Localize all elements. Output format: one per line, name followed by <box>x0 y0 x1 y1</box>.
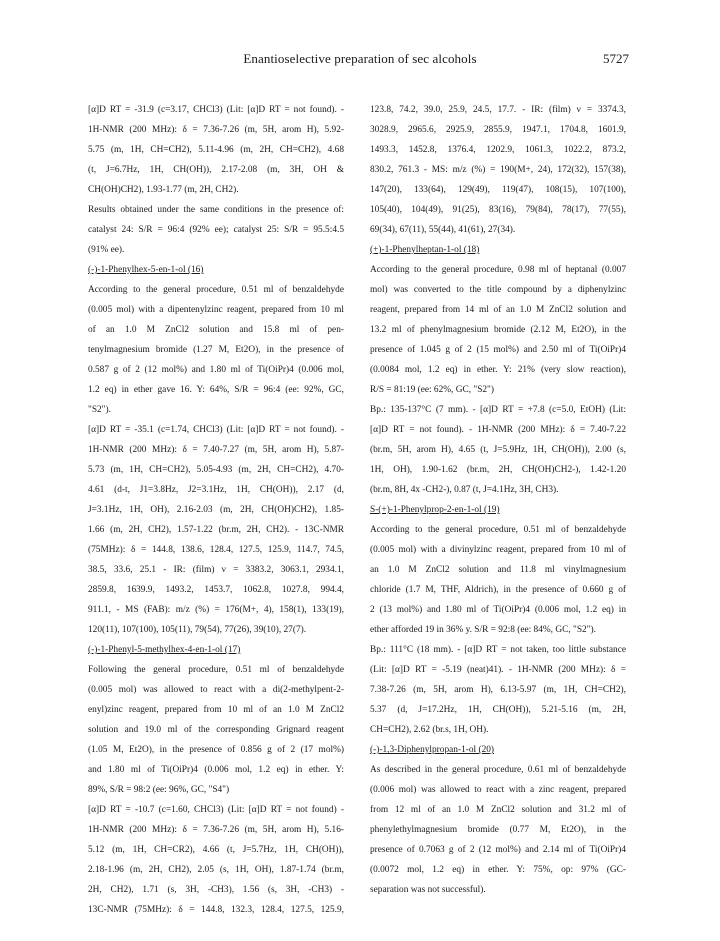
text-line: 147(20), 133(64), 129(49), 119(47), 108(15), 107(100), <box>370 185 626 195</box>
text-line: reagent, prepared from 14 ml of an 1.0 M ZnCl2 solution and <box>370 305 626 315</box>
text-line: Results obtained under the same conditions in the presence of: <box>88 205 344 215</box>
text-line: According to the general procedure, 0.51 ml of benzaldehyde <box>88 285 344 295</box>
text-line: 1H-NMR (200 MHz): δ = 7.36-7.26 (m, 5H, arom H), 5.92- <box>88 125 344 135</box>
text-line: (91% ee). <box>88 245 125 255</box>
compound-heading: (-)-1-Phenylhex-5-en-1-ol (16) <box>88 265 204 275</box>
text-line: separation was not successful). <box>370 885 486 895</box>
text-line: 3028.9, 2965.6, 2925.9, 2855.9, 1947.1, 1704.8, 1601.9, <box>370 125 626 135</box>
text-line: (0.006 mol) was allowed to react with a zinc reagent, prepared <box>370 785 626 795</box>
text-line: chloride (1.7 M, THF, Aldrich), in the presence of 0.660 g of <box>370 585 626 595</box>
text-line: solution and 19.0 ml of the corresponding Grignard reagent <box>88 725 344 735</box>
text-line: CH=CH2), 2.62 (br.s, 1H, OH). <box>370 725 489 735</box>
text-line: 120(11), 107(100), 105(11), 79(54), 77(26), 39(10), 27(7). <box>88 625 307 635</box>
text-line: 1H-NMR (200 MHz): δ = 7.36-7.26 (m, 5H, arom H), 5.16- <box>88 825 344 835</box>
text-line: 2 (13 mol%) and 1.80 ml of Ti(OiPr)4 (0.006 mol, 1.2 eq) in <box>370 605 626 615</box>
text-line: 2.18-1.96 (m, 2H, CH2), 2.05 (s, 1H, OH), 1.87-1.74 (br.m, <box>88 865 344 875</box>
text-line: 69(34), 67(11), 55(44), 41(61), 27(34). <box>370 225 516 235</box>
text-line: 830.2, 761.3 - MS: m/z (%) = 190(M+, 24), 172(32), 157(38), <box>370 165 626 175</box>
text-line: CH(OH)CH2), 1.93-1.77 (m, 2H, CH2). <box>88 185 239 195</box>
text-line: (0.005 mol) with a dipentenylzinc reagent, prepared from 10 ml <box>88 305 344 315</box>
text-line: (1.05 M, Et2O), in the presence of 0.856 g of 2 (17 mol%) <box>88 745 344 755</box>
text-line: 5.12 (m, 1H, CH=CR2), 4.66 (t, J=5.7Hz, 1H, CH(OH)), <box>88 845 344 855</box>
text-line: 89%, S/R = 98:2 (ee: 96%, GC, "S4") <box>88 785 230 795</box>
compound-heading: S-(+)-1-Phenylprop-2-en-1-ol (19) <box>370 505 500 515</box>
text-line: 1.66 (m, 2H, CH2), 1.57-1.22 (br.m, 2H, CH2). - 13C-NMR <box>88 525 344 535</box>
text-line: 1493.3, 1452.8, 1376.4, 1202.9, 1061.3, 1022.2, 873.2, <box>370 145 626 155</box>
text-line: As described in the general procedure, 0.61 ml of benzaldehyde <box>370 765 626 775</box>
text-line: (75MHz): δ = 144.8, 138.6, 128.4, 127.5, 125.9, 114.7, 74.5, <box>88 545 344 555</box>
text-line: from 12 ml of an 1.0 M ZnCl2 solution and 31.2 ml of <box>370 805 626 815</box>
text-line: (0.005 mol) was allowed to react with a di(2-methylpent-2- <box>88 685 344 695</box>
compound-heading: (+)-1-Phenylheptan-1-ol (18) <box>370 245 480 255</box>
text-line: According to the general procedure, 0.51 ml of benzaldehyde <box>370 525 626 535</box>
compound-heading: (-)-1-Phenyl-5-methylhex-4-en-1-ol (17) <box>88 645 241 655</box>
text-line: 0.587 g of 2 (12 mol%) and 1.80 ml of Ti(OiPr)4 (0.006 mol, <box>88 365 344 375</box>
text-line: According to the general procedure, 0.98 ml of heptanal (0.007 <box>370 265 626 275</box>
text-line: tenylmagnesium bromide (1.27 M, Et2O), in the presence of <box>88 345 344 355</box>
text-line: 4.61 (d-t, J1=3.8Hz, J2=3.1Hz, 1H, CH(OH)), 2.17 (d, <box>88 485 344 495</box>
left-text-column <box>88 100 344 920</box>
text-line: 5.73 (m, 1H, CH=CH2), 5.05-4.93 (m, 2H, CH=CH2), 4.70- <box>88 465 344 475</box>
text-line: (Lit: [α]D RT = -5.19 (neat)41). - 1H-NMR (200 MHz): δ = <box>370 665 626 675</box>
text-line: ether afforded 19 in 36% y. S/R = 92:8 (ee: 84%, GC, "S2"). <box>370 625 596 635</box>
text-line: 1H, OH), 1.90-1.62 (br.m, 2H, CH(OH)CH2-), 1.42-1.20 <box>370 465 626 475</box>
text-line: 2859.8, 1639.9, 1493.2, 1453.7, 1062.8, 1027.8, 994.4, <box>88 585 344 595</box>
text-line: presence of 0.7063 g of 2 (12 mol%) and 2.14 ml of Ti(OiPr)4 <box>370 845 626 855</box>
text-line: (0.005 mol) with a divinylzinc reagent, prepared from 10 ml of <box>370 545 626 555</box>
text-line: an 1.0 M ZnCl2 solution and 11.8 ml vinylmagnesium <box>370 565 626 575</box>
text-line: J=3.1Hz, 1H, OH), 2.16-2.03 (m, 2H, CH(OH)CH2), 1.85- <box>88 505 344 515</box>
text-line: [α]D RT = not found). - 1H-NMR (200 MHz): δ = 7.40-7.22 <box>370 425 626 435</box>
text-line: (0.0072 mol, 1.2 eq) in ether. Y: 75%, op: 97% (GC- <box>370 865 626 875</box>
text-line: 7.38-7.26 (m, 5H, arom H), 6.13-5.97 (m, 1H, CH=CH2), <box>370 685 626 695</box>
text-line: phenylethylmagnesium bromide (0.77 M, Et2O), in the <box>370 825 626 835</box>
text-line: (br.m, 8H, 4x -CH2-), 0.87 (t, J=4.1Hz, 3H, CH3). <box>370 485 559 495</box>
text-line: 1.2 eq) in ether gave 16. Y: 64%, S/R = 96:4 (ee: 92%, GC, <box>88 385 344 395</box>
text-line: 105(40), 104(49), 91(25), 83(16), 79(84), 78(17), 77(55), <box>370 205 626 215</box>
text-line: 1H-NMR (200 MHz): δ = 7.40-7.27 (m, 5H, arom H), 5.87- <box>88 445 344 455</box>
text-line: (0.0084 mol, 1.2 eq) in ether. Y: 21% (very slow reaction), <box>370 365 626 375</box>
text-line: 2H, CH2), 1.71 (s, 3H, -CH3), 1.56 (s, 3H, -CH3) - <box>88 885 344 895</box>
text-line: of an 1.0 M ZnCl2 solution and 15.8 ml of pen- <box>88 325 344 335</box>
text-line: 123.8, 74.2, 39.0, 25.9, 24.5, 17.7. - IR: (film) ν = 3374.3, <box>370 105 626 115</box>
text-line: 5.37 (d, J=17.2Hz, 1H, CH(OH)), 5.21-5.16 (m, 2H, <box>370 705 626 715</box>
text-line: [α]D RT = -31.9 (c=3.17, CHCl3) (Lit: [α]D RT = not found). - <box>88 105 344 115</box>
text-line: mol) was converted to the title compound by a diphenylzinc <box>370 285 626 295</box>
text-line: (t, J=6.7Hz, 1H, CH(OH)), 2.17-2.08 (m, 3H, OH & <box>88 165 344 175</box>
text-line: catalyst 24: S/R = 96:4 (92% ee); catalyst 25: S/R = 95.5:4.5 <box>88 225 344 235</box>
text-line: 13.2 ml of phenylmagnesium bromide (2.12 M, Et2O), in the <box>370 325 626 335</box>
compound-heading: (-)-1,3-Diphenylpropan-1-ol (20) <box>370 745 495 755</box>
page-number: 5727 <box>603 51 629 66</box>
text-line: "S2"). <box>88 405 111 415</box>
text-line: 911.1, - MS (FAB): m/z (%) = 176(M+, 4), 158(1), 133(19), <box>88 605 344 615</box>
text-line: 13C-NMR (75MHz): δ = 144.8, 132.3, 128.4, 127.5, 125.9, <box>88 905 344 915</box>
text-line: presence of 1.045 g of 2 (15 mol%) and 2.50 ml of Ti(OiPr)4 <box>370 345 626 355</box>
text-line: 38.5, 33.6, 25.1 - IR: (film) ν = 3383.2, 3063.1, 2934.1, <box>88 565 344 575</box>
text-line: and 1.80 ml of Ti(OiPr)4 (0.006 mol, 1.2 eq) in ether. Y: <box>88 765 344 775</box>
text-line: [α]D RT = -10.7 (c=1.60, CHCl3) (Lit: [α]D RT = not found) - <box>88 805 344 815</box>
text-line: 5.75 (m, 1H, CH=CH2), 5.11-4.96 (m, 2H, CH=CH2), 4.68 <box>88 145 344 155</box>
text-line: (br.m, 5H, arom H), 4.65 (t, J=5.9Hz, 1H, CH(OH)), 2.00 (s, <box>370 445 626 455</box>
text-line: Bp.: 111°C (18 mm). - [α]D RT = not taken, too little substance <box>370 645 626 655</box>
text-line: enyl)zinc reagent, prepared from 10 ml of an 1.0 M ZnCl2 <box>88 705 344 715</box>
text-line: Following the general procedure, 0.51 ml of benzaldehyde <box>88 665 344 675</box>
text-line: R/S = 81:19 (ee: 62%, GC, "S2") <box>370 385 494 395</box>
text-line: Bp.: 135-137°C (7 mm). - [α]D RT = +7.8 (c=5.0, EtOH) (Lit: <box>370 405 626 415</box>
text-line: [α]D RT = -35.1 (c=1.74, CHCl3) (Lit: [α]D RT = not found). - <box>88 425 344 435</box>
right-text-column <box>370 100 626 900</box>
running-title: Enantioselective preparation of sec alcohols <box>243 51 477 66</box>
